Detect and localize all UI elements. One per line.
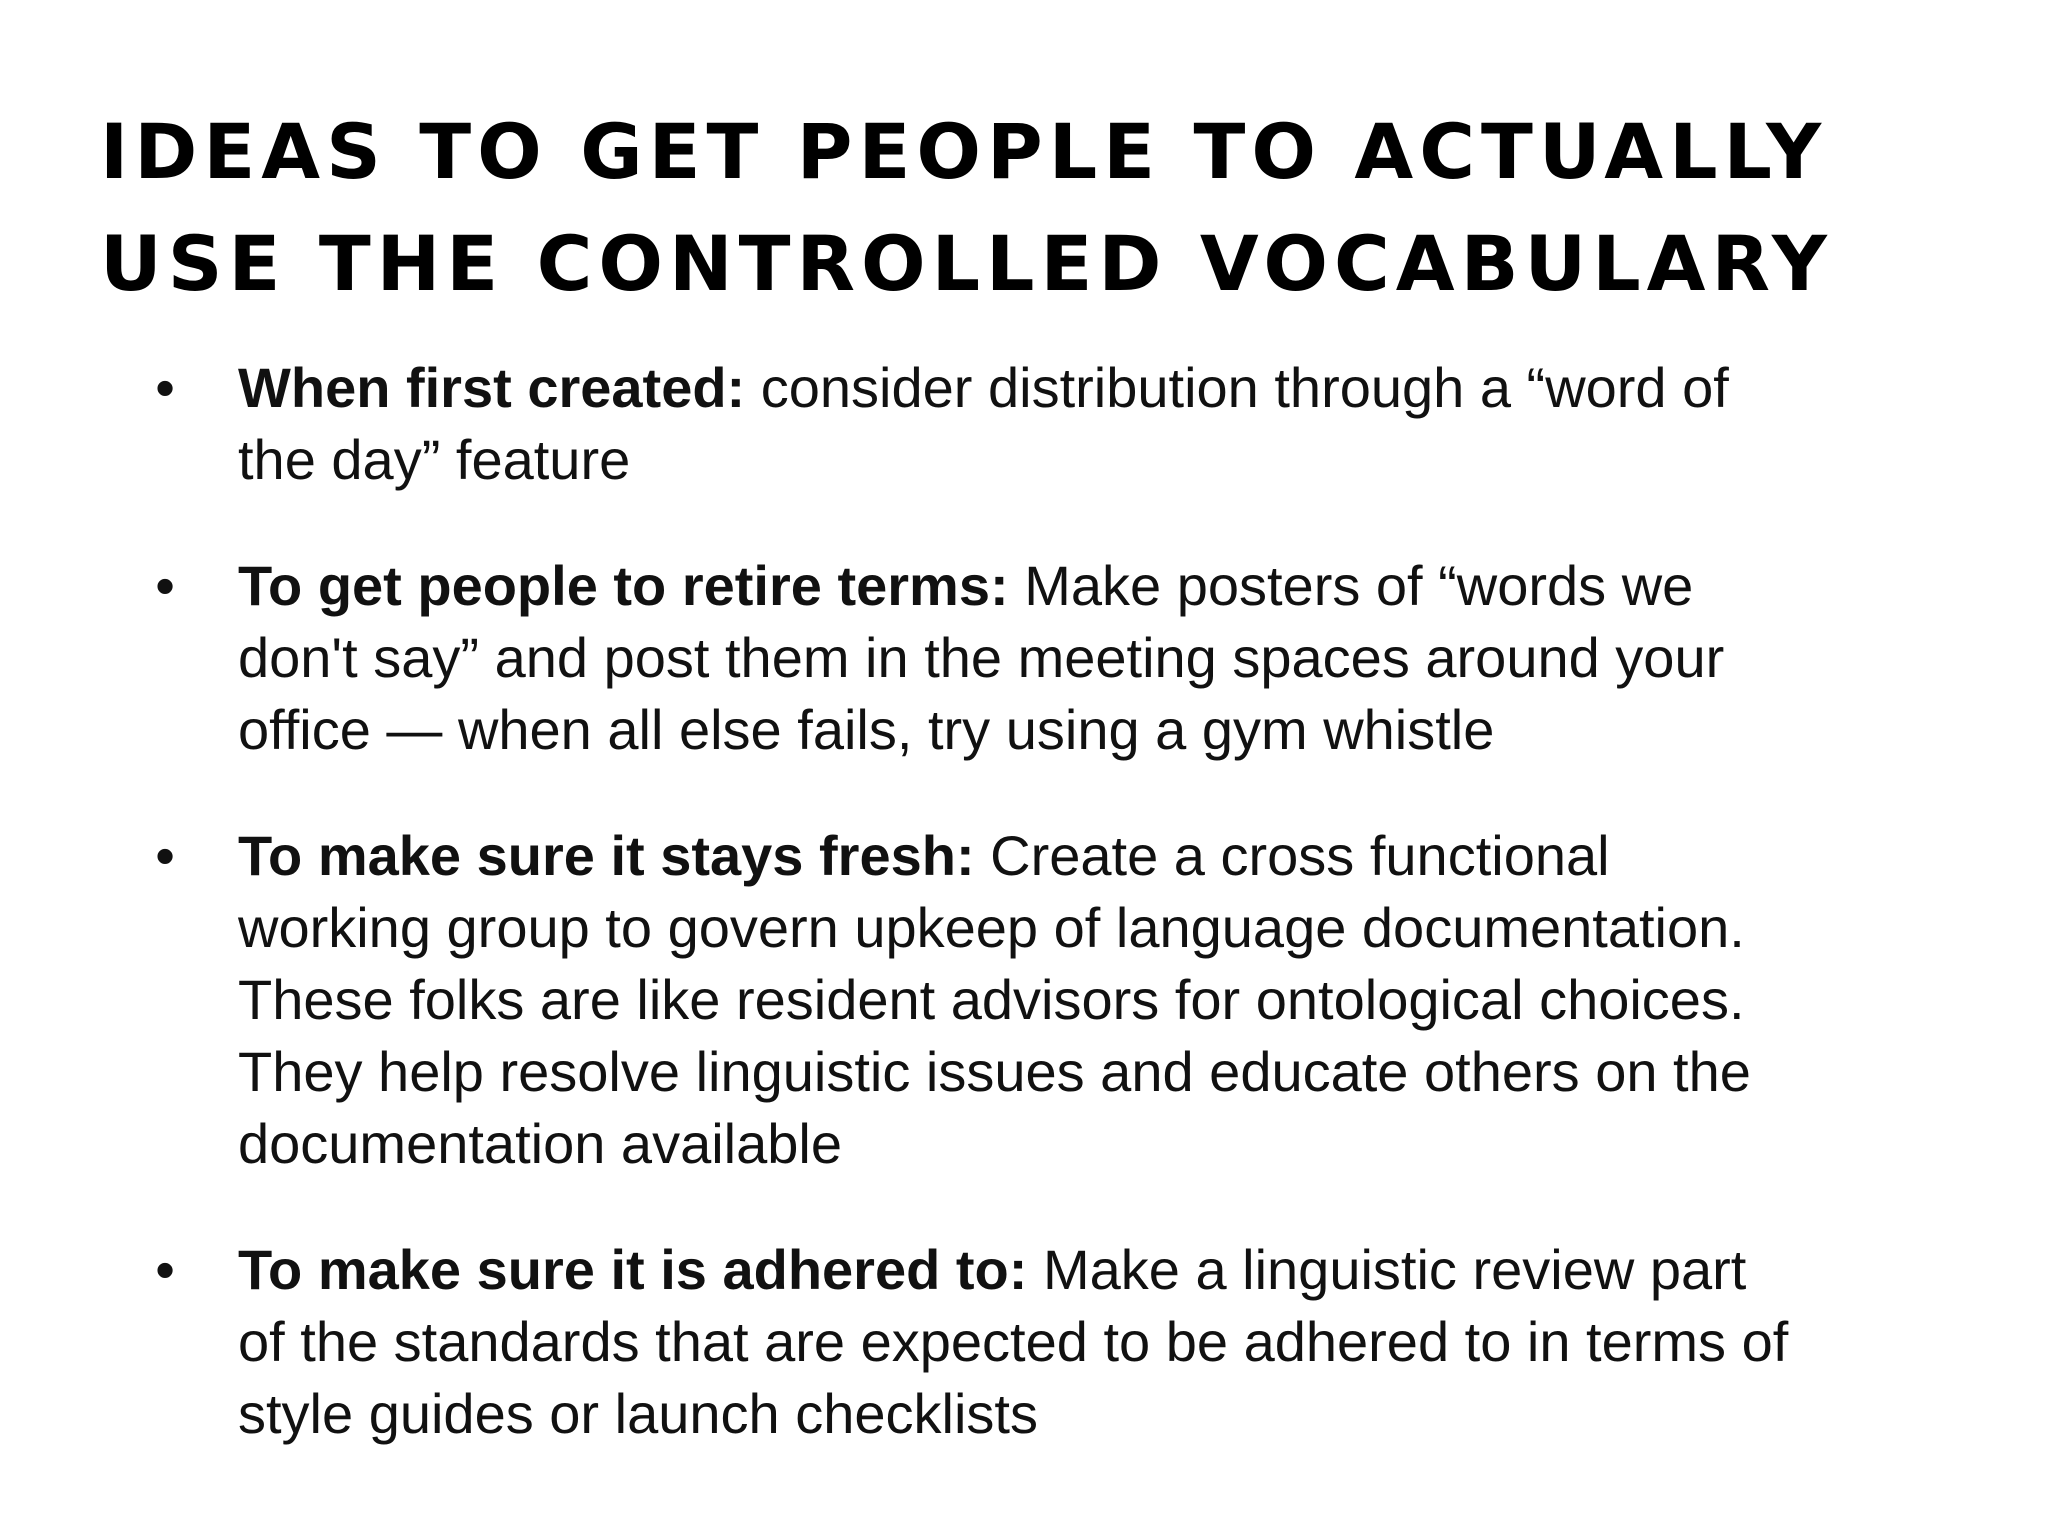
bullet-body: Make a linguistic review part [1027,1238,1747,1301]
slide-title [100,96,1940,320]
bullet-line [238,550,1950,622]
bullet-line: office — when all else fails, try using a gym whistle [238,698,1495,761]
slide-title-line: IDEAS TO GET PEOPLE TO ACTUALLY [100,107,1828,196]
bullet-dot-icon: • [155,1238,175,1301]
bullet-item [150,550,1950,766]
bullet-item [150,820,1950,1180]
bullet-body: Make posters of “words we [1008,554,1694,617]
bullet-body: Create a cross functional [974,824,1610,887]
bullet-line: documentation available [238,1112,842,1175]
bullet-lead: To make sure it stays fresh: [238,824,975,887]
bullet-text [238,352,1950,496]
bullet-line [238,352,1950,424]
bullet-body: consider distribution through a “word of [745,356,1729,419]
bullet-line: working group to govern upkeep of language documentation. [238,896,1745,959]
bullet-dot-icon: • [155,554,175,617]
bullet-text [238,1234,1950,1450]
bullet-line: don't say” and post them in the meeting spaces around your [238,626,1725,689]
bullet-lead: To get people to retire terms: [238,554,1009,617]
slide-title-line: USE THE CONTROLLED VOCABULARY [100,219,1833,308]
bullet-line: the day” feature [238,428,631,491]
bullet-dot-icon: • [155,824,175,887]
bullet-item [150,352,1950,496]
bullet-lead: To make sure it is adhered to: [238,1238,1028,1301]
bullet-line: These folks are like resident advisors for ontological choices. [238,968,1745,1031]
bullet-dot-icon: • [155,356,175,419]
bullet-text [238,820,1950,1180]
bullet-line [238,1234,1950,1306]
bullet-line: style guides or launch checklists [238,1382,1038,1445]
bullet-list [150,352,1950,1504]
bullet-lead: When first created: [238,356,746,419]
bullet-line: of the standards that are expected to be adhered to in terms of [238,1310,1789,1373]
bullet-line: They help resolve linguistic issues and educate others on the [238,1040,1751,1103]
bullet-line [238,820,1950,892]
bullet-item [150,1234,1950,1450]
bullet-text [238,550,1950,766]
